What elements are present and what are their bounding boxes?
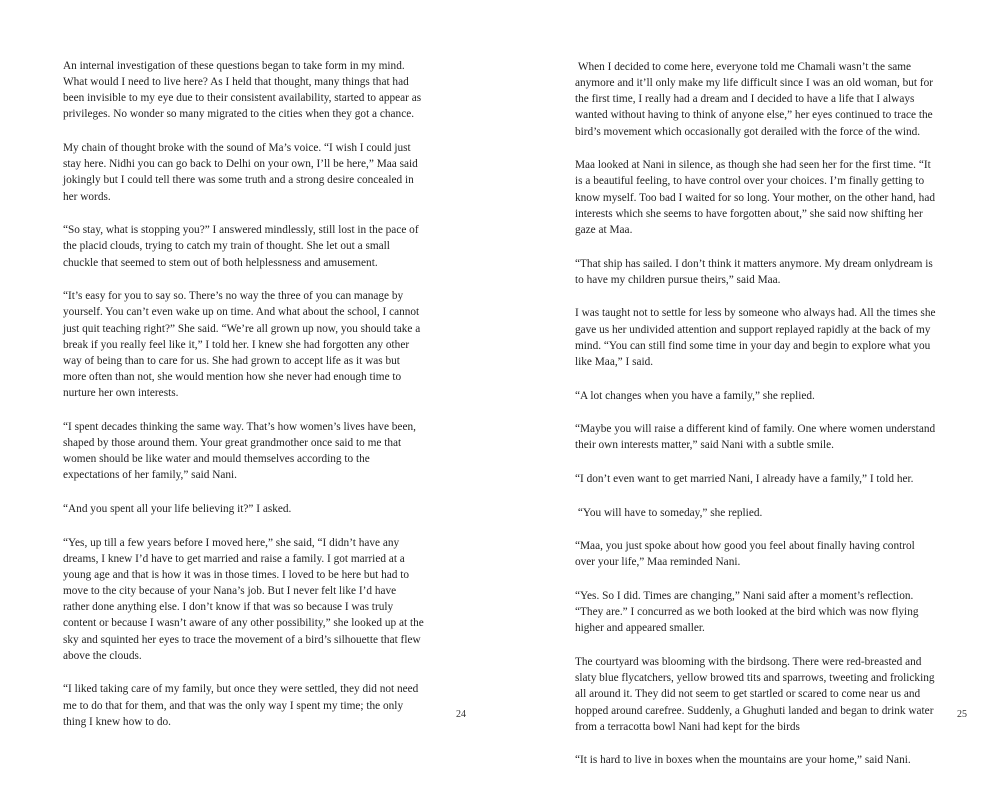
paragraph: “It’s easy for you to say so. There’s no way the three of you can manage by yourself. You can’t even wake up on time. And what about the school, I cannot just quit teaching right?” She said. “We’re all grown up now, you should take a break if you really feel like it,” I told her. I knew she had forgotten any other way of being than to care for us. She had grown to accept life as it was but more often than not, she would mention how she never had enough time to nurture her own interests. [63,290,421,400]
paragraph: “And you spent all your life believing it?” I asked. [63,502,292,515]
paragraph: “Yes. So I did. Times are changing,” Nani said after a moment’s reflection. “They are.” I concurred as we both looked at the bird which was now flying higher and appeared smaller. [575,590,919,635]
paragraph: I was taught not to settle for less by someone who always had. All the times she gave us her undivided attention and support replayed rapidly at the back of my mind. “You can still find some time in your day and begin to explore what you like Maa,” I said. [575,307,936,368]
paragraph: An internal investigation of these questions began to take form in my mind. What would I need to live here? As I held that thought, many things that had been invisible to my eye due to their consistent availability, started to appear as privileges. No wonder so many migrated to the cities when they got a chance. [63,60,422,121]
page-number-right: 25 [957,709,967,720]
paragraph: My chain of thought broke with the sound of Ma’s voice. “I wish I could just stay here. Nidhi you can go back to Delhi on your own, I’ll be here,” Maa said jokingly but I could tell there was some truth and a strong desire concealed in her words. [63,142,418,203]
paragraph: “So stay, what is stopping you?” I answered mindlessly, still lost in the pace of the placid clouds, trying to catch my train of thought. She let out a small chuckle that seemed to stem out of both helplessness and amusement. [63,224,419,269]
right-page [500,0,1000,767]
left-page [0,0,500,750]
paragraph: “Maa, you just spoke about how good you feel about finally having control over your life,” Maa reminded Nani. [575,540,915,569]
page-number-left: 24 [456,709,466,720]
paragraph: “It is hard to live in boxes when the mountains are your home,” said Nani. [575,754,911,767]
paragraph: “Maybe you will raise a different kind of family. One where women understand their own interests matter,” said Nani with a subtle smile. [575,423,936,452]
paragraph: When I decided to come here, everyone told me Chamali wasn’t the same anymore and it’ll only make my life difficult since I was an old woman, but for the first time, I really had a dream and I decided to have a life that I always wanted without having to think of anyone else,” her eyes continued to trace the bird’s movement which occasionally got derailed with the force of the wind. [575,61,936,138]
paragraph: “I liked taking care of my family, but once they were settled, they did not need me to do that for them, and that was the only way I spent my time; the only thing I knew how to do. [63,683,419,728]
right-page-text [575,59,937,786]
paragraph: “I spent decades thinking the same way. That’s how women’s lives have been, shaped by those around them. Your great grandmother once said to me that women should be like water and mould themselves according to the expectations of her family,” said Nani. [63,420,416,482]
paragraph: “Yes, up till a few years before I moved here,” she said, “I didn’t have any dreams, I knew I’d have to get married and raise a family. I got married at a young age and that is how it was in those times. I loved to be here but had to move to the city because of your Nana’s job. But I never felt like I’d have rather done anything else. I don’t know if that was so because I was truly content or because I wasn’t aware of any other possibility,” she looked up at the sky and squinted her eyes to trace the movement of a bird’s silhouette that flew above the clouds. [63,536,424,662]
paragraph: “That ship has sailed. I don’t think it matters anymore. My dream onlydream is to have my children pursue theirs,” said Maa. [575,257,933,286]
paragraph: Maa looked at Nani in silence, as though she had seen her for the first time. “It is a beautiful feeling, to have control over your choices. I’m finally getting to know myself. Too bad I waited for so long. Your mother, on the other hand, had interests which she seems to have forgotten about,” she said now shifting her gaze at Maa. [575,159,935,236]
paragraph: “I don’t even want to get married Nani, I already have a family,” I told her. [575,472,914,485]
paragraph: “A lot changes when you have a family,” she replied. [575,389,815,402]
paragraph: The courtyard was blooming with the birdsong. There were red-breasted and slaty blue flycatchers, yellow browed tits and sparrows, tweeting and frolicking all around it. They did not seem to get startled or scared to come near us and hopped around carefree. Suddenly, a Ghughuti landed and began to drink water from a terracotta bowl Nani had kept for the birds [575,656,935,733]
paragraph: “You will have to someday,” she replied. [575,506,763,519]
left-page-text [63,58,425,747]
